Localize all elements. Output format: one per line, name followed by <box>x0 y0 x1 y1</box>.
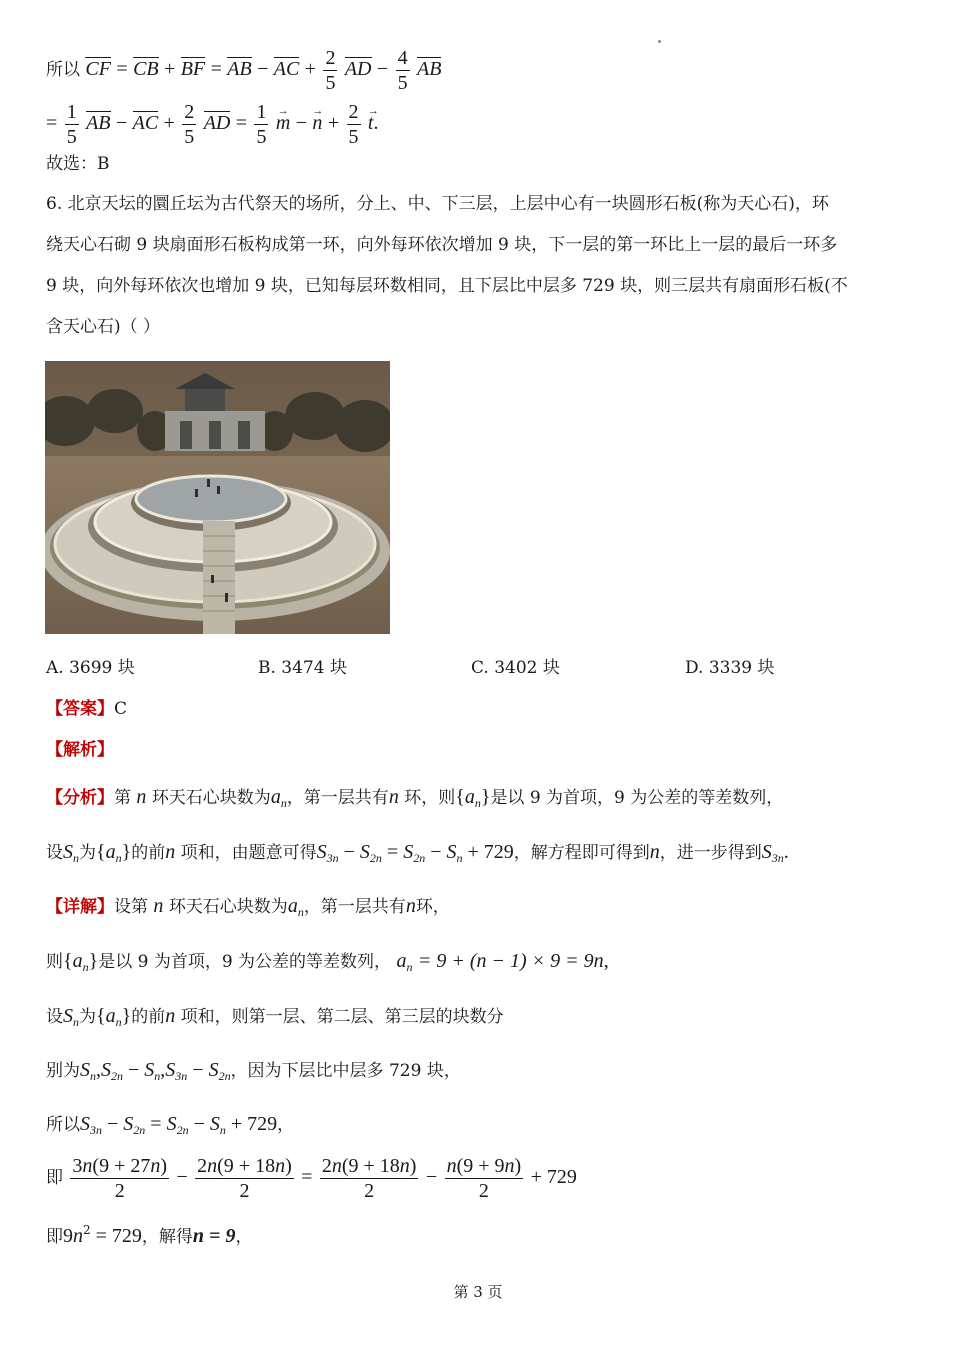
vector-CB: CB <box>133 58 159 80</box>
question-line-1: 6. 北京天坛的圜丘坛为古代祭天的场所，分上、中、下三层，上层中心有一块圆形石板(称为天心石)，环 <box>46 194 829 214</box>
question-line-3: 9 块，向外每环依次也增加 9 块，已知每层环数相同，且下层比中层多 729 块，则三层共有扇面形石板(不 <box>46 276 848 296</box>
vector-AC: AC <box>273 58 300 80</box>
question-line-4: 含天心石)（ ） <box>46 317 161 337</box>
xiangjie-line-5: 所以$S_{3n} - S_{2n} = S_{2n} - S_n + 729$， <box>46 1113 295 1137</box>
vector-AB: AB <box>417 58 442 80</box>
xiangjie-line-6: 即 $\frac{3n(9 + 27n)}{2}$ − $\frac{2n(9 + 18n)}{2}$ = $\frac{2n(9 + 18n)}{2}$ − $\frac{n(9 + 9n)}{2}$ + 729 <box>46 1155 577 1202</box>
page-footer: 第 3 页 <box>453 1283 503 1301</box>
stray-mark <box>658 40 661 43</box>
fraction-n: $\frac{n(9 + 9n)}{2}$ <box>446 1155 522 1202</box>
fraction-2-5: $\frac{2}{5}$ <box>325 47 336 94</box>
answer-label: 【答案】 <box>46 699 114 719</box>
xiangjie-line-7: 即$9n^2 = 729$，解得n = 9， <box>46 1223 253 1247</box>
fenxi-line-1: 【分析】第 n 环天石心块数为$a_n$，第一层共有n 环，则$\{a_n\}$是以 9 为首项，9 为公差的等差数列， <box>46 786 784 810</box>
vector-line-1: 所以 CF = CB + BF = AB − AC + $\frac{2}{5}$ AD − $\frac{4}{5}$ AB <box>46 47 442 94</box>
xiangjie-line-2: 则$\{a_n\}$是以 9 为首项，9 为公差的等差数列， $a_n = 9 + (n - 1) \times 9 = 9n$, <box>46 950 609 974</box>
xiangjie-line-4: 别为$S_n,S_{2n} - S_n,S_{3n} - S_{2n}$，因为下层比中层多 729 块， <box>46 1059 461 1083</box>
option-d: D. 3339 块 <box>685 658 775 678</box>
option-a: A. 3699 块 <box>46 658 135 678</box>
fraction-2n-b: $\frac{2n(9 + 18n)}{2}$ <box>321 1155 417 1202</box>
fraction-4-5: $\frac{4}{5}$ <box>397 47 408 94</box>
fraction-2n-a: $\frac{2n(9 + 18n)}{2}$ <box>197 1155 292 1202</box>
answer-value: C <box>114 699 128 719</box>
xiangjie-line-3: 设$S_n$为$\{a_n\}$的前n 项和，则第一层、第二层、第三层的块数分 <box>46 1005 504 1029</box>
vector-t: → t <box>368 111 374 135</box>
vector-m: → m <box>276 111 290 135</box>
xiangjie-line-1: 【详解】设第 n 环天石心块数为$a_n$，第一层共有n环， <box>46 895 450 919</box>
vector-AD: AD <box>344 58 372 80</box>
question-line-2: 绕天心石砌 9 块扇面形石板构成第一环，向外每环依次增加 9 块，下一层的第一环比上一层的最后一环多 <box>46 235 838 255</box>
fraction-1-5: $\frac{1}{5}$ <box>66 101 77 148</box>
vector-n: → n <box>312 111 322 135</box>
vector-line-2: = $\frac{1}{5}$ AB − AC + $\frac{2}{5}$ AD = $\frac{1}{5}$ → m − → n + $\frac{2}{5}$ → t. <box>46 100 378 149</box>
choice-line: 故选：B <box>46 154 110 174</box>
vector-CF: CF <box>85 58 111 80</box>
vector-BF: BF <box>180 58 206 80</box>
vector-AB: AB <box>227 58 252 80</box>
answer-line <box>46 697 127 721</box>
fenxi-line-2: 设$S_n$为$\{a_n\}$的前n 项和，由题意可得$S_{3n} - S_{2n} = S_{2n} - S_n + 729$，解方程即可得到n，进一步得到$S_{3n}$. <box>46 841 789 865</box>
analysis-heading: 【解析】 <box>46 740 114 760</box>
fraction-3n: $\frac{3n(9 + 27n)}{2}$ <box>72 1155 168 1202</box>
option-c: C. 3402 块 <box>471 658 560 678</box>
option-b: B. 3474 块 <box>258 658 347 678</box>
altar-photo <box>45 361 390 634</box>
